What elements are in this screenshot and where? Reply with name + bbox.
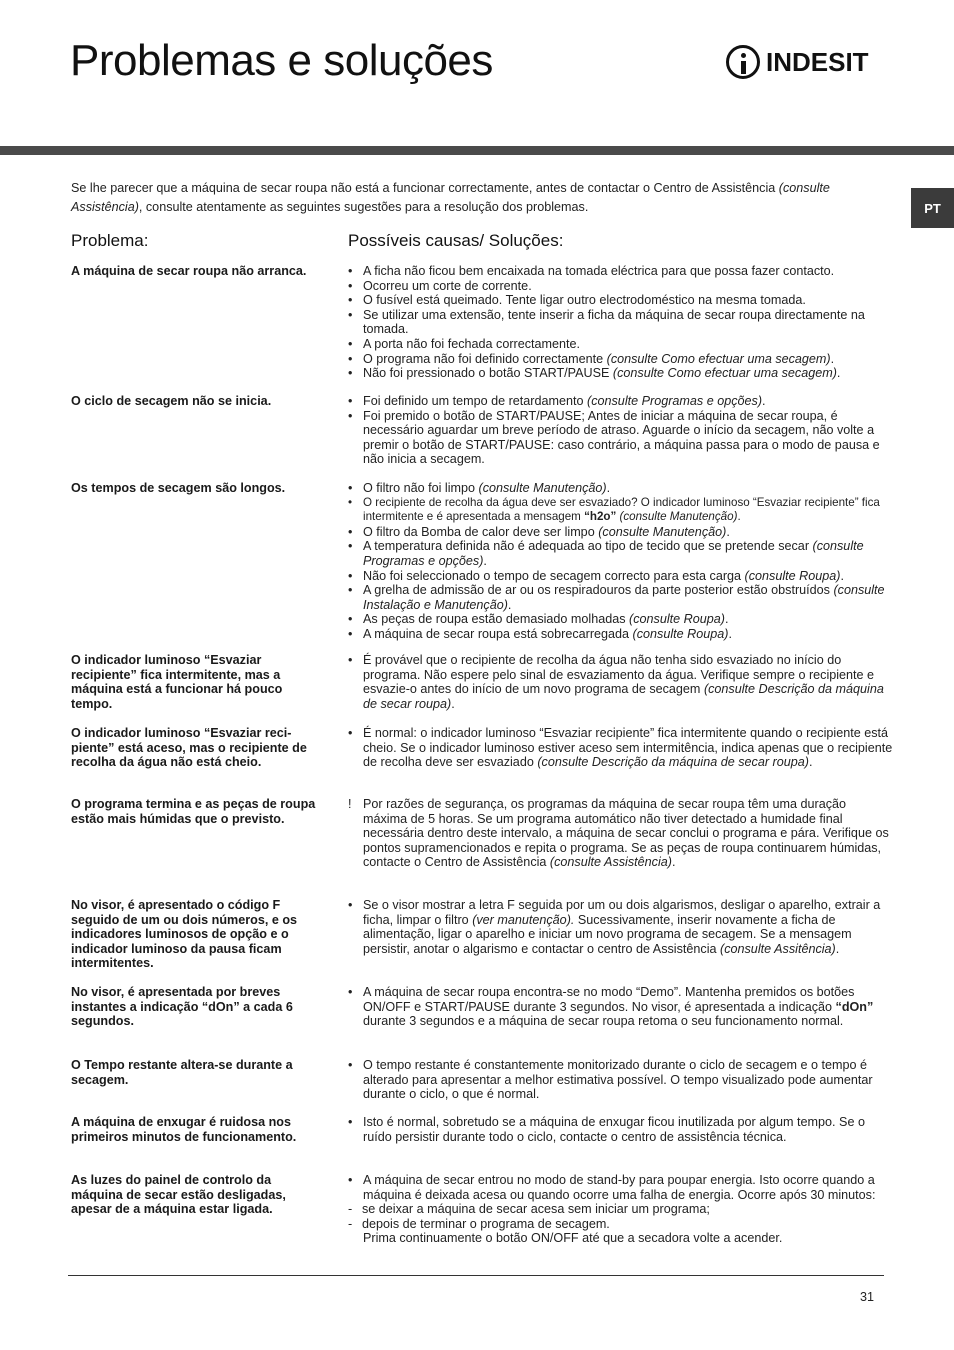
bullet-marker: • <box>348 293 353 308</box>
solution-list <box>348 1058 893 1102</box>
solution-text: Por razões de segurança, os programas da máquina de secar roupa têm uma duração máxima de 5 horas. Se um programa automático não tiver detectado a humidade final necessária dentro deste intervalo, a máquina de secar conclui o programa e pára. Verifique os pontos supramencionados e repita o programa. Se as peças de roupa continuarem húmidas, contacte o Centro de Assistência <box>363 797 889 870</box>
manual-reference: (consulte Assistência) <box>549 855 672 870</box>
solution-text-end: . <box>762 394 766 408</box>
solution-text-end: . <box>726 524 730 539</box>
solution-item <box>348 1115 893 1144</box>
solution-list <box>348 264 893 381</box>
solution-item <box>348 583 893 612</box>
solution-item <box>348 1058 893 1102</box>
solution-text: se deixar a máquina de secar acesa sem iniciar um programa; <box>362 1202 710 1217</box>
solution-text-end: durante 3 segundos e a máquina de secar roupa retoma o seu funcionamento normal. <box>363 1014 844 1029</box>
bullet-marker: • <box>348 539 353 554</box>
bullet-marker: • <box>348 726 353 740</box>
solution-text: A ficha não ficou bem encaixada na tomada eléctrica para que possa fazer contacto. <box>363 264 835 278</box>
manual-reference: (ver manutenção). <box>472 912 575 927</box>
solution-text: A máquina de secar roupa está sobrecarregada <box>363 626 633 641</box>
bullet-marker: • <box>348 626 353 641</box>
bullet-marker: • <box>348 264 353 278</box>
manual-reference: (consulte Descrição da máquina de secar roupa) <box>363 682 884 711</box>
page-title: Problemas e soluções <box>70 36 493 85</box>
manual-reference: (consulte Programas e opções) <box>587 394 763 408</box>
solution-text: Se utilizar uma extensão, tente inserir a ficha da máquina de secar roupa directamente na tomada. <box>363 307 865 337</box>
solution-text: O filtro da Bomba de calor deve ser limpo <box>363 524 599 539</box>
problem-text: O ciclo de secagem não se inicia. <box>71 394 272 408</box>
solution-item <box>348 366 893 381</box>
solution-text-end: . <box>606 481 611 495</box>
display-message: “h2o” <box>584 510 617 524</box>
manual-reference: (consulte Como efectuar uma secagem) <box>612 366 837 381</box>
language-tab: PT <box>911 188 954 228</box>
solution-item <box>348 1202 893 1217</box>
solution-list <box>348 985 893 1029</box>
solution-text: Se o visor mostrar a letra F seguida por um ou dois algarismos, desligar o aparelho, extrair a ficha, limpar o filtro <box>363 898 881 927</box>
bullet-marker: • <box>348 1058 353 1072</box>
problem-text: No visor, é apresentado o código F seguido de um ou dois números, e os indicadores luminosos de opção e o indicador luminoso da pausa ficam intermitentes. <box>71 898 298 971</box>
solution-item <box>348 539 893 568</box>
solution-list <box>348 898 893 956</box>
solution-text-end: . <box>808 755 813 770</box>
bullet-marker: • <box>348 307 353 322</box>
indesit-logo-icon <box>726 45 760 79</box>
solution-item <box>348 1217 893 1232</box>
bullet-marker: • <box>348 583 353 598</box>
solution-item <box>348 653 893 711</box>
solution-text-end: . <box>483 553 487 568</box>
dash-marker: - <box>348 1202 353 1217</box>
bullet-marker: • <box>348 278 353 293</box>
solution-text-end: . <box>830 351 835 366</box>
solution-item <box>348 394 893 409</box>
solution-item <box>348 525 893 540</box>
bullet-marker: • <box>348 985 353 999</box>
solution-text: A temperatura definida não é adequada ao tipo de tecido que se pretende secar <box>363 539 813 554</box>
solutions-column-heading: Possíveis causas/ Soluções: <box>348 231 564 250</box>
solution-text-end: . <box>507 597 512 612</box>
intro-text-end: , consulte atentamente as seguintes sugestões para a resolução dos problemas. <box>138 200 589 214</box>
solution-item <box>348 308 893 337</box>
solution-item <box>348 481 893 496</box>
solution-text: O filtro não foi limpo <box>363 481 479 495</box>
problem-text: O programa termina e as peças de roupa estão mais húmidas que o previsto. <box>71 797 316 826</box>
solution-item <box>348 337 893 352</box>
problem-text: A máquina de secar roupa não arranca. <box>71 264 307 278</box>
solution-list <box>348 726 893 770</box>
problem-text: Os tempos de secagem são longos. <box>71 481 286 495</box>
bullet-marker: • <box>348 336 353 351</box>
solution-text: A máquina de secar entrou no modo de stand-by para poupar energia. Isto ocorre quando a máquina é deixada acesa ou quando ocorre uma falha de energia. Ocorre após 30 minutos: <box>363 1173 876 1202</box>
problem-text: O Tempo restante altera-se durante a secagem. <box>71 1058 293 1087</box>
manual-reference: (consulte Programas e opções) <box>363 539 864 568</box>
solution-text: O tempo restante é constantemente monitorizado durante o ciclo de secagem e o tempo é alterado para apresentar a melhor estimativa possível. O tempo visualizado pode aumentar durante o ciclo, o que é normal. <box>363 1058 873 1102</box>
solution-item <box>348 569 893 584</box>
solution-item <box>348 612 893 627</box>
solution-item <box>348 726 893 770</box>
problem-text: A máquina de enxugar é ruidosa nos primeiros minutos de funcionamento. <box>71 1115 297 1144</box>
solution-text-end: . <box>728 626 732 641</box>
solution-list <box>348 1173 893 1246</box>
solution-item <box>348 409 893 467</box>
solution-item <box>348 797 893 870</box>
solution-text: É provável que o recipiente de recolha da água não tenha sido esvaziado no início do programa. Não espere pelo sinal de esvaziamento da água. Verifique sempre o recipiente e esvazie-o antes do início de um novo programa de secagem <box>363 653 875 697</box>
solution-list <box>348 653 893 711</box>
bullet-marker: • <box>348 898 353 912</box>
bullet-marker: • <box>348 1115 353 1129</box>
solution-text-end: Sucessivamente, inserir novamente a ficha de alimentação, ligar o aparelho e iniciar um novo programa de secagem. Se a mensagem persistir, anotar o algarismo e contactar o centro de Assistência <box>363 912 852 956</box>
solution-text-end: . <box>836 366 841 381</box>
intro-text: Se lhe parecer que a máquina de secar roupa não está a funcionar correctamente, antes de contactar o Centro de Assistência <box>71 181 776 195</box>
page-number: 31 <box>860 1290 875 1304</box>
problem-text: O indicador luminoso “Esvaziar reci-piente” está aceso, mas o recipiente de recolha da água não está cheio. <box>71 726 307 770</box>
bullet-marker: • <box>348 524 353 539</box>
bullet-marker: • <box>348 653 353 667</box>
bullet-marker: • <box>348 1173 353 1187</box>
solution-text-end: . <box>451 696 455 711</box>
display-message: “dOn” <box>835 999 874 1014</box>
solution-item <box>348 985 893 1029</box>
manual-reference: (consulte Instalação e Manutenção) <box>363 583 885 612</box>
solution-item <box>348 279 893 294</box>
solution-item <box>348 627 893 642</box>
solution-text-end: . <box>840 568 844 583</box>
solution-item <box>348 496 893 525</box>
solution-text: Ocorreu um corte de corrente. <box>363 278 532 293</box>
problem-column-heading: Problema: <box>71 231 149 250</box>
solution-text: Não foi pressionado o botão START/PAUSE <box>363 366 613 381</box>
manual-reference: (consulte Assitência) <box>720 941 836 956</box>
solution-text-end: . <box>737 510 741 524</box>
solution-text: Não foi seleccionado o tempo de secagem correcto para esta carga <box>363 568 745 583</box>
bullet-marker: • <box>348 351 353 366</box>
intro-reference: (consulte Assistência) <box>71 181 830 214</box>
problem-text: As luzes do painel de controlo da máquina de secar estão desligadas, apesar de a máquina estar ligada. <box>71 1173 286 1217</box>
bullet-marker: • <box>348 394 353 408</box>
bullet-marker: • <box>348 481 353 495</box>
solution-text: A máquina de secar roupa encontra-se no modo “Demo”. Mantenha premidos os botões ON/OFF e START/PAUSE durante 3 segundos. No visor, é apresentada a indicação <box>363 985 855 1014</box>
solution-list <box>348 481 893 642</box>
solution-text: A grelha de admissão de ar ou os respiradouros da parte posterior estão obstruídos <box>363 583 834 598</box>
intro-paragraph <box>71 179 871 217</box>
solution-text: Foi definido um tempo de retardamento <box>363 394 588 408</box>
bullet-marker: • <box>348 408 353 423</box>
solution-item <box>348 1231 893 1246</box>
solution-item <box>348 1173 893 1202</box>
solution-text-end: . <box>724 612 729 627</box>
header-divider-bar <box>0 146 954 155</box>
manual-reference: (consulte Roupa) <box>744 568 841 583</box>
manual-reference: (consulte Descrição da máquina de secar roupa) <box>537 755 809 770</box>
solution-text: O programa não foi definido correctamente <box>363 351 607 366</box>
bullet-marker: • <box>348 568 353 583</box>
solution-text: Foi premido o botão de START/PAUSE; Antes de iniciar a máquina de secar roupa, é necessário aguardar um breve período de atraso. Aguarde o início da secagem, não volte a premir o botão de START/PAUSE: caso contrário, a máquina passa para o modo de pausa e não inicia a secagem. <box>363 408 880 467</box>
dash-marker: - <box>348 1216 353 1231</box>
bullet-marker: • <box>348 495 353 509</box>
manual-reference: (consulte Manutenção) <box>616 510 738 524</box>
footer-divider <box>68 1275 884 1276</box>
solution-list <box>348 1115 893 1144</box>
solution-item <box>348 293 893 308</box>
solution-text: A porta não foi fechada correctamente. <box>363 336 581 351</box>
solution-item <box>348 898 893 956</box>
solution-text: É normal: o indicador luminoso “Esvaziar recipiente” fica intermitente quando o recipiente está cheio. Se o indicador luminoso estiver aceso sem intermitência, indica apenas que o recipiente de recolha deve ser esvaziado <box>363 726 893 770</box>
bullet-marker: • <box>348 366 353 381</box>
solution-text: Isto é normal, sobretudo se a máquina de enxugar ficou inutilizada por algum tempo. Se o ruído persistir durante todo o ciclo, contacte o centro de assistência técnica. <box>363 1115 865 1144</box>
brand-logo <box>726 40 869 84</box>
problem-text: O indicador luminoso “Esvaziar recipiente” fica intermitente, mas a máquina está a funcionar há pouco tempo. <box>71 653 283 711</box>
bullet-marker: • <box>348 612 353 627</box>
solution-list <box>348 394 893 467</box>
manual-reference: (consulte Como efectuar uma secagem) <box>606 351 831 366</box>
manual-reference: (consulte Roupa) <box>629 612 725 627</box>
solution-text: O fusível está queimado. Tente ligar outro electrodoméstico na mesma tomada. <box>363 293 806 308</box>
solution-text-end: . <box>671 855 676 870</box>
solution-text: depois de terminar o programa de secagem. <box>362 1216 610 1231</box>
solution-text: As peças de roupa estão demasiado molhadas <box>363 612 630 627</box>
warning-marker: ! <box>348 797 352 811</box>
solution-text-end: . <box>835 941 840 956</box>
brand-name: INDESIT <box>766 46 869 77</box>
solution-item <box>348 264 893 279</box>
manual-reference: (consulte Roupa) <box>632 626 729 641</box>
manual-reference: (consulte Manutenção) <box>478 481 607 495</box>
manual-reference: (consulte Manutenção) <box>598 524 727 539</box>
problem-text: No visor, é apresentada por breves instantes a indicação “dOn” a cada 6 segundos. <box>71 985 293 1029</box>
solution-list <box>348 797 893 870</box>
solution-text: Prima continuamente o botão ON/OFF até que a secadora volte a acender. <box>363 1231 783 1246</box>
solution-text: O recipiente de recolha da água deve ser esvaziado? O indicador luminoso “Esvaziar recipiente” fica intermitente e é apresentada a mensagem <box>363 495 880 524</box>
solution-item <box>348 352 893 367</box>
